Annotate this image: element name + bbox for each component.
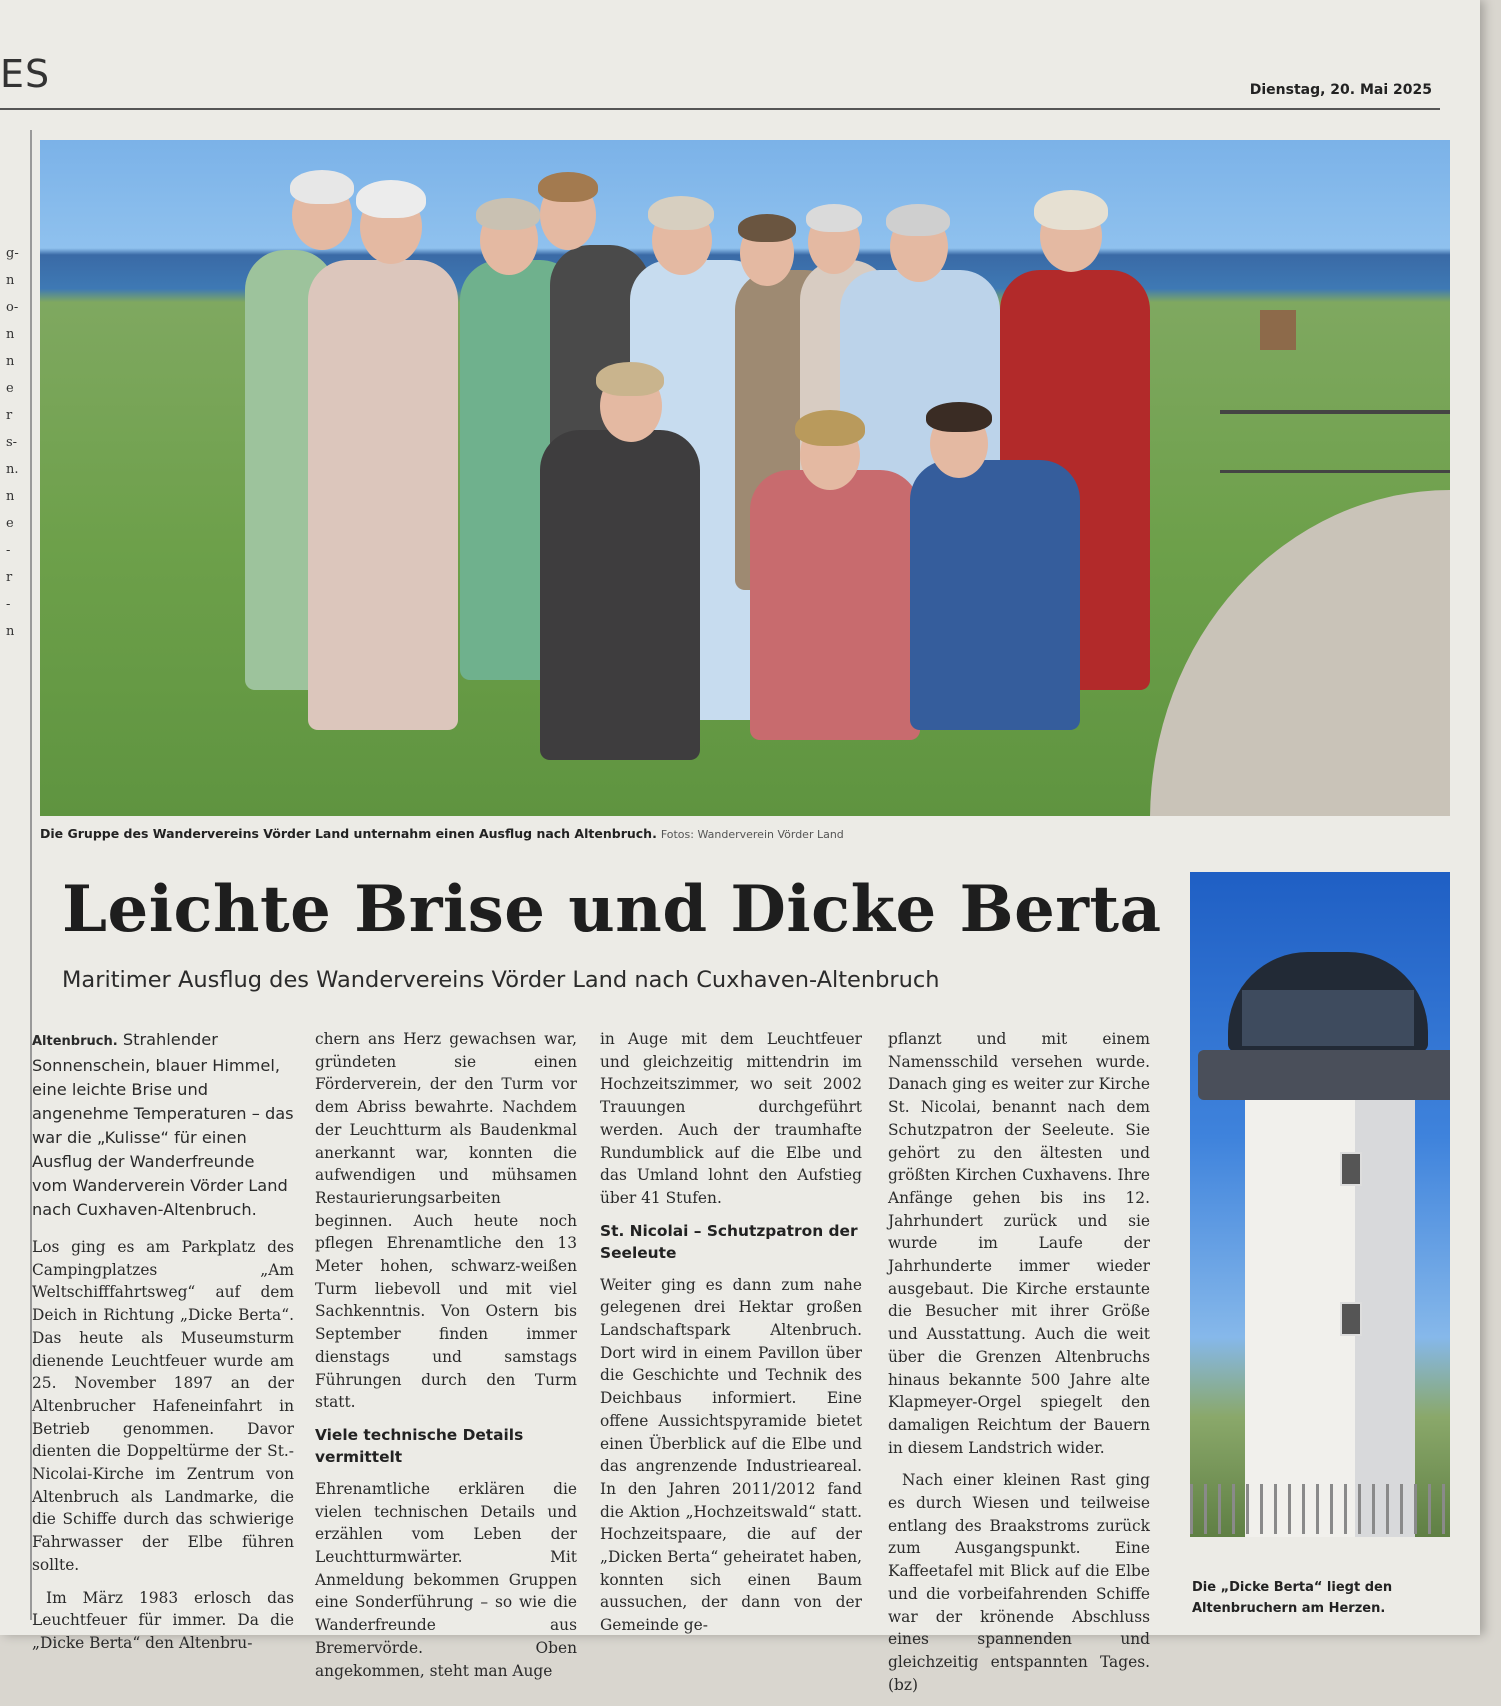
- lighthouse-gallery: [1198, 1050, 1450, 1100]
- photo-person-hair: [926, 402, 992, 432]
- photo-fence: [1220, 470, 1450, 473]
- article-column-2: [315, 1028, 577, 1692]
- photo-person-hair: [596, 362, 664, 396]
- margin-fragment-line: n.: [6, 462, 19, 477]
- lighthouse-photo: [1190, 872, 1450, 1537]
- body-paragraph: in Auge mit dem Leuchtfeuer und gleichzeitig mittendrin im Hochzeitszimmer, wo seit 2002 Trauungen durchgeführt werden. Auch der traumhafte Rundumblick auf die Elbe und das Umland lohnt den Aufstieg über 41 Stufen.: [600, 1030, 862, 1207]
- lead-paragraph: [32, 1028, 294, 1222]
- photo-person-hair: [476, 198, 540, 230]
- photo-person-hair: [1034, 190, 1108, 230]
- photo-hut: [1260, 310, 1296, 350]
- group-photo: [40, 140, 1450, 816]
- headline: Leichte Brise und Dicke Berta: [62, 872, 1162, 947]
- margin-fragment-line: n: [6, 354, 15, 369]
- photo-credit: Fotos: Wanderverein Vörder Land: [660, 828, 844, 841]
- photo-fence: [1220, 410, 1450, 414]
- dateline: Altenbruch.: [32, 1034, 118, 1049]
- margin-fragment-line: o-: [6, 300, 19, 315]
- margin-fragment-line: s-: [6, 435, 18, 450]
- photo-person-hair: [648, 196, 714, 230]
- lighthouse-fence: [1190, 1484, 1450, 1534]
- header-rule: [0, 108, 1440, 110]
- lighthouse-tower-shade: [1355, 1082, 1415, 1537]
- photo-person: [910, 460, 1080, 730]
- photo-caption-text: Die Gruppe des Wandervereins Vörder Land unternahm einen Ausflug nach Altenbruch.: [40, 826, 657, 841]
- photo-person-hair: [290, 170, 354, 204]
- body-paragraph: chern ans Herz gewachsen war, gründeten sie einen Förderverein, der den Turm vor dem Abriss bewahrte. Nachdem der Leuchtturm als Baudenkmal anerkannt war, konnten die aufwendigen und mühsamen Restaurierungsarbeiten beginnen. Auch heute noch pflegen Ehrenamtliche den 13 Meter hohen, schwarz-weißen Turm liebevoll und mit viel Sachkenntnis. Von Ostern bis September finden immer dienstags und samstags Führungen durch den Turm statt.: [315, 1030, 577, 1412]
- lighthouse-lantern-glass: [1242, 990, 1414, 1046]
- photo-person-hair: [538, 172, 598, 202]
- subheading: Viele technische Details vermittelt: [315, 1425, 524, 1466]
- photo-caption: [40, 826, 844, 841]
- photo-path: [1150, 490, 1450, 816]
- margin-fragment-line: g-: [6, 246, 19, 261]
- margin-fragment-line: -: [6, 543, 11, 558]
- subheadline: Maritimer Ausflug des Wandervereins Vörder Land nach Cuxhaven-Altenbruch: [62, 967, 940, 993]
- photo-person-hair: [886, 204, 950, 236]
- lighthouse-window: [1340, 1152, 1362, 1186]
- body-paragraph: Ehrenamtliche erklären die vielen technischen Details und erzählen vom Leben der Leuchtturmwärter. Mit Anmeldung bekommen Gruppen eine Sonderführung – so wie die Wanderfreunde aus Bremervörde. Oben angekommen, steht man Auge: [315, 1479, 577, 1680]
- margin-fragment-line: e: [6, 381, 14, 396]
- margin-fragment-line: n: [6, 327, 15, 342]
- margin-fragment-line: e: [6, 516, 14, 531]
- body-paragraph: Weiter ging es dann zum nahe gelegenen drei Hektar großen Landschaftspark Altenbruch. Dort wird in einem Pavillon über die Geschichte und Technik des Deichbaus informiert. Eine offene Aussichtspyramide bietet einen Überblick auf die Elbe und das angrenzende Industrieareal. In den Jahren 2011/2012 fand die Aktion „Hochzeitswald“ statt. Hochzeitspaare, die auf der „Dicken Berta“ geheiratet haben, konnten sich einen Baum aussuchen, der dann von der Gemeinde ge-: [600, 1275, 862, 1635]
- photo-person: [308, 260, 458, 730]
- section-tag: ES: [0, 52, 51, 96]
- subheading: St. Nicolai – Schutzpatron der Seeleute: [600, 1221, 858, 1262]
- body-paragraph: pflanzt und mit einem Namensschild versehen wurde. Danach ging es weiter zur Kirche St. Nicolai, benannt nach dem Schutzpatron der Seeleute. Sie gehört zu den ältesten und größten Kirchen Cuxhavens. Ihre Anfänge gehen bis ins 12. Jahrhundert zurück und sie wurde im Laufe der Jahrhunderte immer wieder ausgebaut. Die Kirche erstaunte die Besucher mit ihrer Größe und Ausstattung. Auch die weit über die Grenzen Altenbruchs hinaus bekannte 500 Jahre alte Klapmeyer-Orgel spiegelt den damaligen Reichtum der Bauern in diesem Landstrich wider.: [888, 1030, 1150, 1457]
- lighthouse-caption: Die „Dicke Berta“ liegt den Altenbruchern am Herzen.: [1192, 1580, 1393, 1616]
- photo-person-hair: [795, 410, 865, 446]
- photo-person-hair: [738, 214, 796, 242]
- body-paragraph: Nach einer kleinen Rast ging es durch Wiesen und teilweise entlang des Braakstroms zurück zum Ausgangspunkt. Eine Kaffeetafel mit Blick auf die Elbe und die vorbeifahrenden Schiffe war der krönende Abschluss eines spannenden und gleichzeitig entspannten Tages. (bz): [888, 1471, 1150, 1694]
- article-column-1: [32, 1028, 294, 1665]
- margin-fragment-line: -: [6, 597, 11, 612]
- photo-person: [750, 470, 920, 740]
- photo-person-hair: [356, 180, 426, 218]
- article-column-4: [888, 1028, 1150, 1706]
- issue-date: Dienstag, 20. Mai 2025: [1249, 82, 1432, 98]
- photo-person-hair: [806, 204, 862, 232]
- lighthouse-window: [1340, 1302, 1362, 1336]
- body-paragraph: Im März 1983 erlosch das Leuchtfeuer für immer. Da die „Dicke Berta“ den Altenbru-: [32, 1588, 294, 1652]
- margin-fragment-line: n: [6, 624, 15, 639]
- neighbor-article-fragment: [6, 240, 20, 645]
- margin-fragment-line: r: [6, 408, 13, 423]
- photo-person: [540, 430, 700, 760]
- article-column-3: [600, 1028, 862, 1647]
- body-paragraph: Los ging es am Parkplatz des Campingplatzes „Am Weltschifffahrtsweg“ auf dem Deich in Richtung „Dicke Berta“. Das heute als Museumsturm dienende Leuchtfeuer wurde am 25. November 1897 an der Altenbrucher Hafeneinfahrt in Betrieb genommen. Davor dienten die Doppeltürme der St.-Nicolai-Kirche im Zentrum von Altenbruch als Landmarke, die die Schiffe durch das schwierige Fahrwasser der Elbe führen sollte.: [32, 1238, 294, 1574]
- lead-text: Strahlender Sonnenschein, blauer Himmel, eine leichte Brise und angenehme Temperaturen – das war die „Kulisse“ für einen Ausflug der Wanderfreunde vom Wanderverein Vörder Land nach Cuxhaven-Altenbruch.: [32, 1030, 294, 1219]
- margin-fragment-line: n: [6, 273, 15, 288]
- margin-fragment-line: n: [6, 489, 15, 504]
- margin-fragment-line: r: [6, 570, 13, 585]
